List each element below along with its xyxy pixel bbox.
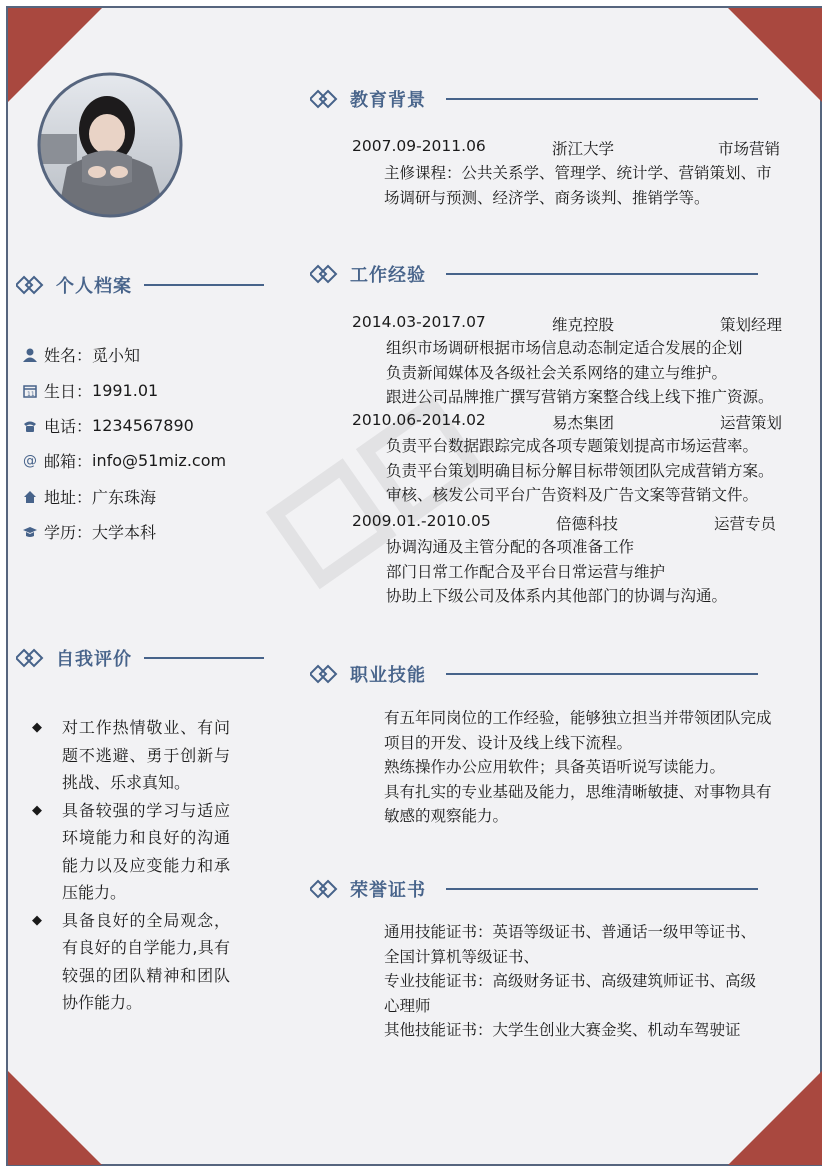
section-header-work bbox=[310, 261, 758, 287]
user-icon bbox=[22, 347, 38, 363]
divider bbox=[144, 284, 264, 286]
skills-text: 有五年同岗位的工作经验，能够独立担当并带领团队完成 项目的开发、设计及线上线下流程。 熟练操作办公应用软件；具备英语听说写读能力。 具有扎实的专业基础及能力，思维清晰敏捷、对事物具有 敏感的观察能力。 bbox=[384, 709, 772, 825]
list-item: ◆ 具备较强的学习与适应环境能力和良好的沟通能力以及应变能力和承压能力。 bbox=[32, 800, 230, 902]
work-duties: 组织市场调研根据市场信息动态制定适合发展的企划 负责新闻媒体及各级社会关系网络的建立与维护。 跟进公司品牌推广撰写营销方案整合线上线下推广资源。 bbox=[386, 339, 774, 406]
home-icon bbox=[22, 489, 38, 505]
list-item: ◆ 对工作热情敬业、有问题不逃避、勇于创新与挑战、乐求真知。 bbox=[32, 718, 230, 792]
svg-text:11: 11 bbox=[27, 390, 35, 398]
divider bbox=[144, 657, 264, 659]
profile-birthday: 11 生日： 1991.01 bbox=[22, 379, 158, 402]
diamond-icon bbox=[16, 275, 48, 295]
avatar bbox=[37, 72, 183, 218]
divider bbox=[446, 888, 758, 890]
section-header-profile bbox=[16, 272, 264, 298]
education-row: 2007.09-2011.06 浙江大学 市场营销 bbox=[352, 137, 781, 158]
calendar-icon bbox=[22, 383, 38, 399]
phone-icon bbox=[22, 418, 38, 434]
diamond-icon bbox=[310, 879, 342, 899]
profile-name: 姓名： 觅小知 bbox=[22, 343, 140, 366]
divider bbox=[446, 673, 758, 675]
diamond-icon bbox=[310, 664, 342, 684]
section-title: 个人档案 bbox=[56, 276, 132, 297]
self-eval-list bbox=[30, 714, 230, 1017]
section-header-honors bbox=[310, 876, 758, 902]
profile-email: @ 邮箱： info@51miz.com bbox=[23, 451, 227, 471]
work-row: 2009.01.-2010.05 倍德科技 运营专员 bbox=[352, 512, 777, 533]
corner-decoration-bottom-right bbox=[728, 1071, 822, 1165]
work-row: 2010.06-2014.02 易杰集团 运营策划 bbox=[352, 411, 783, 432]
work-row: 2014.03-2017.07 维克控股 策划经理 bbox=[352, 313, 783, 334]
diamond-icon bbox=[16, 648, 48, 668]
at-icon: @ bbox=[23, 452, 37, 469]
profile-phone: 电话： 1234567890 bbox=[22, 414, 194, 437]
section-title: 教育背景 bbox=[350, 90, 426, 111]
corner-decoration-bottom-left bbox=[8, 1071, 102, 1165]
list-item: ◆ 具备良好的全局观念，有良好的自学能力,具有较强的团队精神和团队协作能力。 bbox=[32, 910, 230, 1012]
section-title: 工作经验 bbox=[350, 265, 426, 286]
section-title: 职业技能 bbox=[350, 665, 426, 686]
diamond-icon bbox=[310, 89, 342, 109]
profile-address: 地址： 广东珠海 bbox=[22, 485, 156, 508]
section-header-skills bbox=[310, 661, 758, 687]
section-title: 自我评价 bbox=[56, 649, 132, 670]
section-header-education bbox=[310, 86, 758, 112]
section-title: 荣誉证书 bbox=[350, 880, 426, 901]
section-header-self-eval bbox=[16, 645, 264, 671]
graduation-cap-icon bbox=[22, 524, 38, 540]
divider bbox=[446, 98, 758, 100]
education-courses: 主修课程：公共关系学、管理学、统计学、营销策划、市 场调研与预测、经济学、商务谈判、推销学等。 bbox=[384, 164, 772, 207]
divider bbox=[446, 273, 758, 275]
profile-education: 学历： 大学本科 bbox=[22, 520, 156, 543]
work-duties: 负责平台数据跟踪完成各项专题策划提高市场运营率。 负责平台策划明确目标分解目标带领团队完成营销方案。 审核、核发公司平台广告资料及广告文案等营销文件。 bbox=[386, 437, 774, 504]
diamond-icon bbox=[310, 264, 342, 284]
work-duties: 协调沟通及主管分配的各项准备工作 部门日常工作配合及平台日常运营与维护 协助上下级公司及体系内其他部门的协调与沟通。 bbox=[386, 538, 728, 605]
honors-text: 通用技能证书：英语等级证书、普通话一级甲等证书、 全国计算机等级证书、 专业技能证书：高级财务证书、高级建筑师证书、高级 心理师 其他技能证书：大学生创业大赛金奖、机动车驾驶证 bbox=[384, 923, 757, 1039]
